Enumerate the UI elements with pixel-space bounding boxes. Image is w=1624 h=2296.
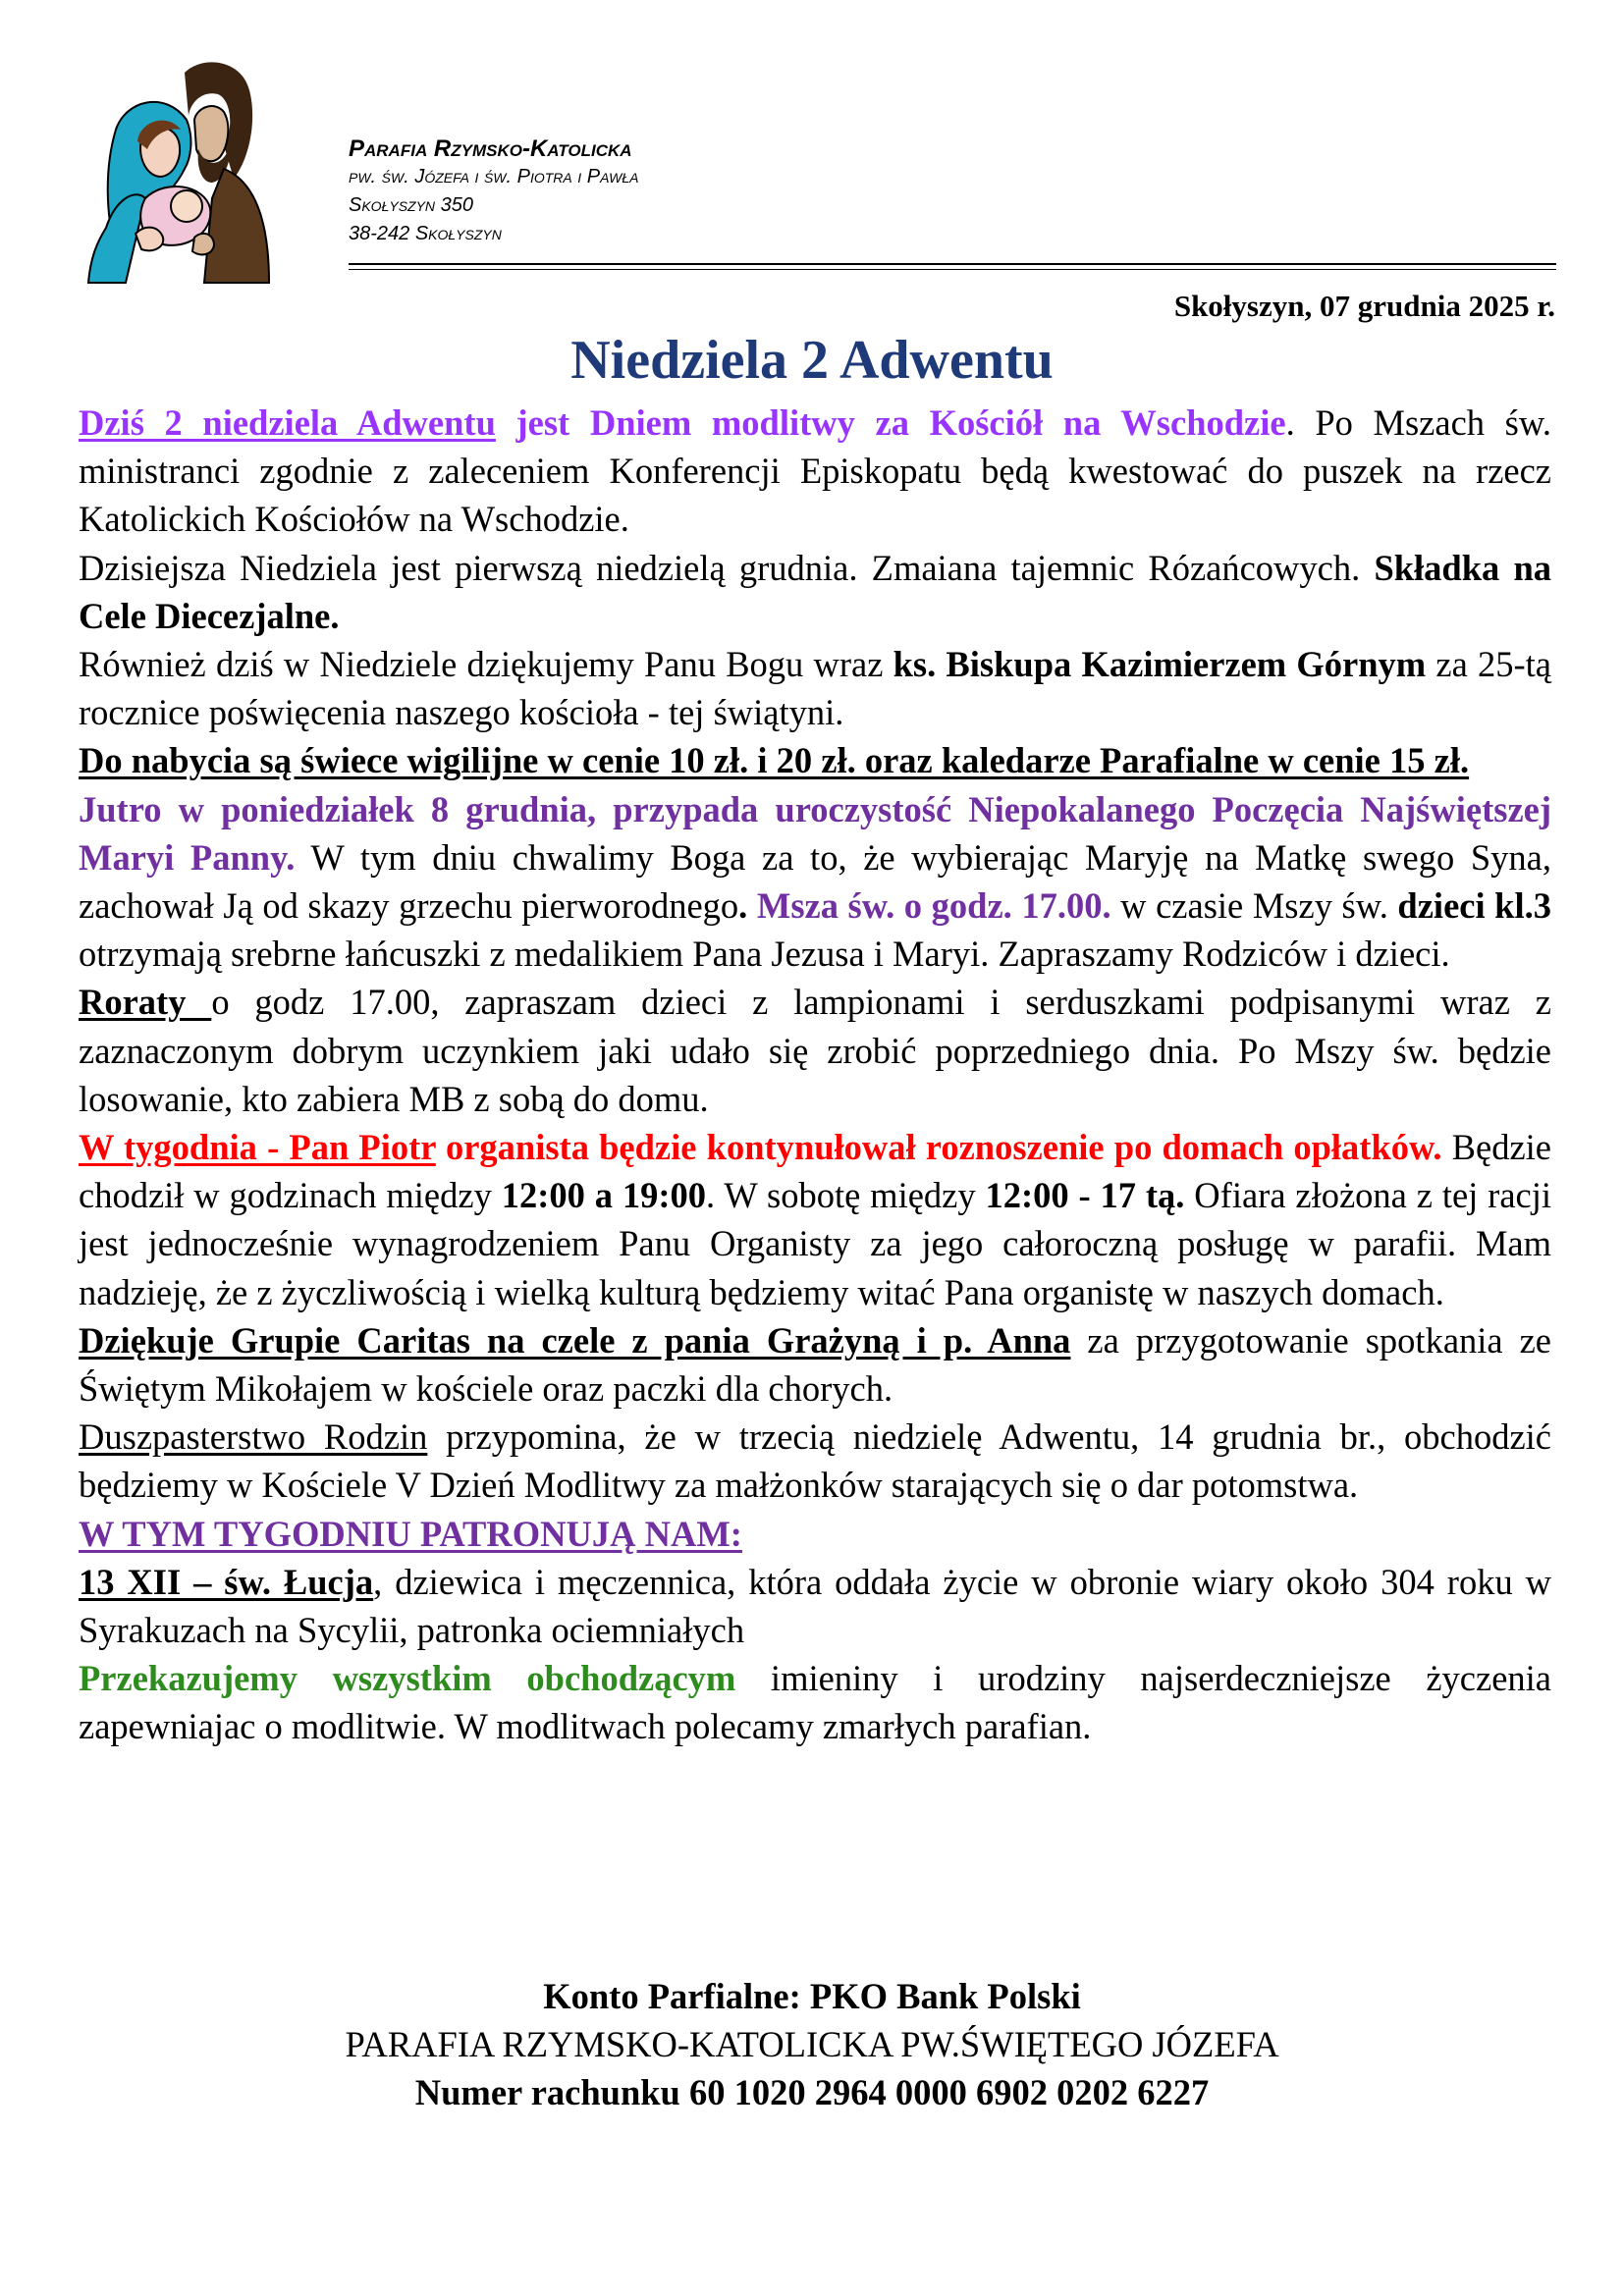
p1-text: . Po Mszach św. ministranci zgodnie z zaleceniem Konferencji Episkopatu będą kwestować do puszek na rzecz Katolickich Kościołów na Wschodzie.	[79, 402, 1551, 540]
announcement-east-churches	[79, 399, 1551, 544]
p1-highlight: jest Dniem modlitwy za Kościół na Wschodzie	[495, 402, 1286, 443]
p7-text3: Ofiara złożona z tej racji jest jednocześnie wynagrodzeniem Panu Organisty za jego całoroczną posługę w parafii. Mam nadzieję, że z życzliwością i wielką kulturą będziemy witać Pana organistę w naszych domach.	[79, 1175, 1552, 1312]
page-title: Niedziela 2 Adwentu	[570, 330, 1054, 391]
parish-header	[349, 135, 1556, 248]
footer-parish-line: PARAFIA RZYMSKO-KATOLICKA PW.ŚWIĘTEGO JÓZEFA	[345, 2024, 1279, 2064]
p2-text: Dzisiejsza Niedziela jest pierwszą niedzielą grudnia. Zmaiana tajemnic Rózańcowych.	[79, 547, 1375, 588]
bank-account-footer	[0, 1972, 1624, 2116]
announcement-wishes	[79, 1654, 1551, 1750]
patrons-heading	[79, 1510, 1551, 1558]
p7-heading: W tygodnia - Pan Piotr	[79, 1127, 436, 1168]
p7-hours: 12:00 a 19:00	[501, 1175, 707, 1216]
p8-text: za przygotowanie spotkania ze Świętym Mikołajem w kościele oraz paczki dla chorych.	[79, 1319, 1552, 1410]
announcement-roraty	[79, 978, 1551, 1123]
announcement-anniversary	[79, 640, 1551, 736]
p5-heading: Jutro w poniedziałek 8 grudnia, przypada uroczystość Niepokalanego Poczęcia Najświętszej Maryi Panny.	[79, 788, 1551, 878]
p6-text: o godz 17.00, zapraszam dzieci z lampionami i serduszkami podpisanymi wraz z zaznaczonym dobrym uczynkiem jaki udało się zrobić poprzedniego dnia. Po Mszy św. będzie losowanie, kto zabiera MB z sobą do domu.	[79, 982, 1552, 1119]
p5-mass-time: Msza św. o godz. 17.00.	[747, 885, 1111, 927]
p11-text: , dziewica i męczennica, która oddała życie w obronie wiary około 304 roku w Syrakuzach na Sycylii, patronka ociemniałych	[79, 1561, 1551, 1651]
p10-text: W TYM TYGODNIU PATRONUJĄ NAM:	[79, 1513, 742, 1554]
announcement-candles	[79, 736, 1551, 784]
p4-text: Do nabycia są świece wigilijne w cenie 10 zł. i 20 zł. oraz kaledarze Parafialne w cenie 15 zł.	[79, 740, 1470, 781]
p5-text2: w czasie Mszy św.	[1110, 885, 1398, 927]
footer-account-number: Numer rachunku 60 1020 2964 0000 6902 0202 6227	[414, 2072, 1210, 2112]
address-line2: 38-242 Skołyszyn	[349, 223, 502, 244]
p3-text-end: za 25-tą rocznice poświęcenia naszego kościoła - tej świątyni.	[79, 644, 1551, 733]
patron-lucia	[79, 1558, 1551, 1654]
p5-text3: otrzymają srebrne łańcuszki z medalikiem Pana Jezusa i Maryi. Zapraszamy Rodziców i dzieci.	[79, 934, 1450, 975]
p7-saturday-hours: 12:00 - 17 tą.	[985, 1175, 1185, 1216]
p1-link-text: Dziś 2 niedziela Adwentu	[79, 402, 496, 443]
holy-family-logo-icon	[77, 51, 273, 287]
header-rule	[349, 263, 1556, 265]
p11-heading: 13 XII – św. Łucja	[79, 1561, 374, 1602]
document-date: Skołyszyn, 07 grudnia 2025 r.	[1173, 289, 1555, 323]
p5-text: W tym dniu chwalimy Boga za to, że wybierając Maryję na Matkę swego Syna, zachował Ją od skazy grzechu pierworodnego	[79, 836, 1551, 927]
p9-heading: Duszpasterstwo Rodzin	[79, 1416, 428, 1458]
p7-text: Będzie chodził w godzinach między	[79, 1127, 1551, 1216]
p2-bold: Składka na Cele Diecezjalne.	[79, 547, 1552, 636]
announcement-organist	[79, 1123, 1551, 1316]
p5-bold: dzieci kl.3	[1397, 885, 1551, 927]
announcement-first-sunday	[79, 544, 1551, 640]
p3-bold: ks. Biskupa Kazimierzem Górnym	[893, 644, 1427, 685]
p12-text: imieniny i urodziny najserdeczniejsze życzenia zapewniajac o modlitwie. W modlitwach polecamy zmarłych parafian.	[79, 1658, 1551, 1747]
parish-subtitle: pw. św. Józefa i św. Piotra i Pawła	[349, 166, 639, 187]
announcements-body	[79, 399, 1551, 1751]
footer-bank-line: Konto Parfialne: PKO Bank Polski	[543, 1976, 1081, 2016]
p7-highlight: organista będzie kontynułował roznoszenie po domach opłatków.	[435, 1127, 1442, 1168]
p12-heading: Przekazujemy wszystkim obchodzącym	[79, 1658, 736, 1699]
header-rule-thin	[349, 269, 1556, 270]
p8-heading: Dziękuje Grupie Caritas na czele z pania Grażyną i p. Anna	[79, 1319, 1071, 1361]
parish-name: Parafia Rzymsko-Katolicka	[349, 135, 632, 162]
announcement-caritas	[79, 1316, 1551, 1413]
p5-dot: .	[738, 885, 748, 927]
announcement-immaculate-conception	[79, 785, 1551, 979]
address-line1: Skołyszyn 350	[349, 194, 473, 216]
p7-text2: . W sobotę między	[706, 1175, 986, 1216]
announcement-family-ministry	[79, 1413, 1551, 1509]
p9-text: przypomina, że w trzecią niedzielę Adwentu, 14 grudnia br., obchodzić będziemy w Kościele V Dzień Modlitwy za małżonków starających się o dar potomstwa.	[79, 1416, 1551, 1506]
p6-heading: Roraty	[79, 982, 212, 1023]
p3-text: Również dziś w Niedziele dziękujemy Panu Bogu wraz	[79, 644, 893, 685]
